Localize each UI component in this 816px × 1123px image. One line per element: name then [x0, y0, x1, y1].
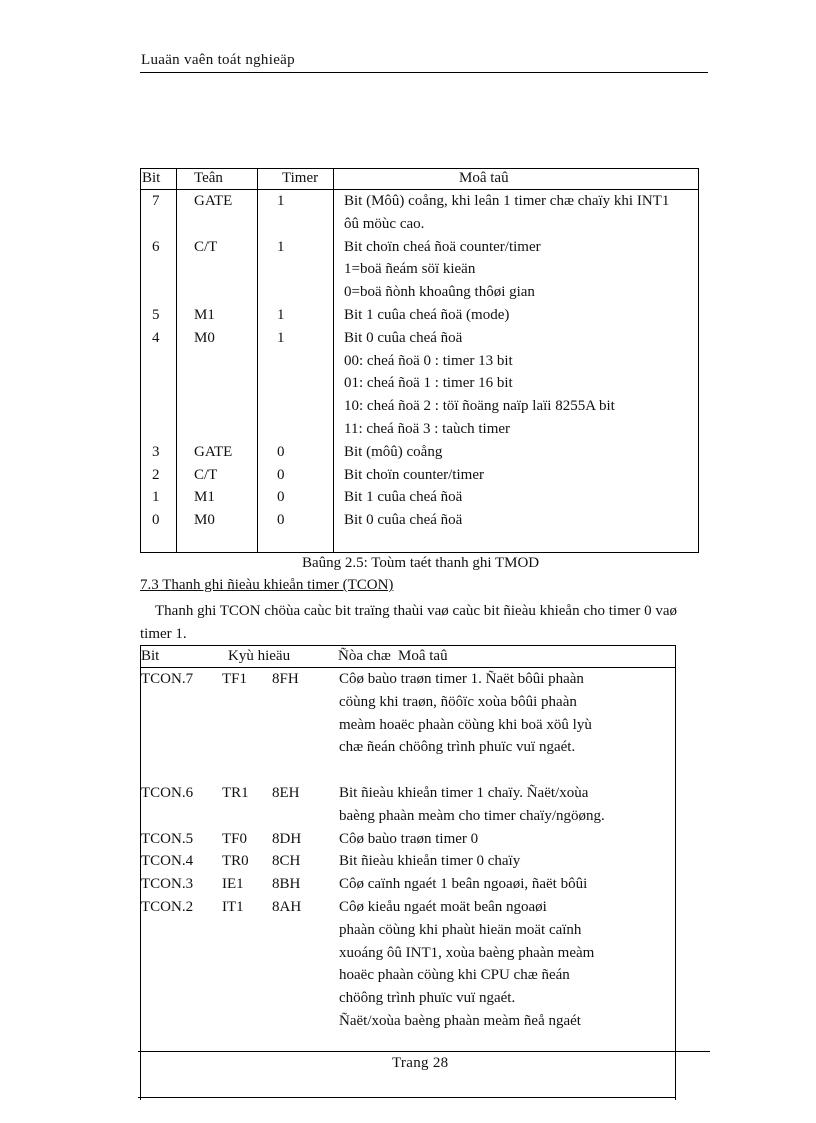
cell-bit: 2 [152, 466, 160, 483]
table-row [140, 691, 676, 714]
table-row [140, 1010, 676, 1033]
cell-bit: TCON.6 [141, 785, 194, 801]
cell-name: GATE [194, 443, 233, 460]
table-caption: Baûng 2.5: Toùm taét thanh ghi TMOD [302, 555, 540, 571]
cell-description: cöùng khi traøn, ñöôïc xoùa bôûi phaàn [339, 693, 577, 710]
table-row [140, 509, 699, 532]
table-row [140, 805, 676, 828]
table-row [140, 486, 699, 509]
cell-description: phaàn cöùng khi phaùt hieän moät caïnh [339, 921, 582, 938]
cell-timer: 0 [277, 512, 285, 529]
page-footer: Trang 28 [392, 1055, 449, 1071]
cell-description: meàm hoaëc phaàn cöùng khi boä xöû lyù [339, 716, 592, 733]
cell-address: 8AH [272, 899, 302, 915]
cell-name: M1 [194, 489, 215, 506]
cell-symbol: IE1 [222, 876, 244, 893]
cell-bit: 1 [152, 489, 160, 506]
table-row [140, 236, 699, 259]
table-row [140, 714, 676, 737]
table-row [140, 258, 699, 281]
table-row [140, 759, 676, 782]
table-row [140, 213, 699, 236]
table-row [140, 964, 676, 987]
cell-symbol: TR1 [222, 785, 249, 801]
cell-description: Ñaët/xoùa baèng phaàn meàm ñeå ngaét [339, 1013, 581, 1029]
table-row [140, 190, 699, 213]
cell-bit: 5 [152, 307, 160, 323]
table-row [140, 782, 676, 805]
cell-description: Bit choïn cheá ñoä counter/timer [344, 238, 541, 255]
cell-symbol: TR0 [222, 853, 249, 870]
cell-description: chæ ñeán chöông trình phuïc vuï ngaét. [339, 739, 576, 756]
cell-bit: 3 [152, 443, 160, 460]
cell-description: chöông trình phuïc vuï ngaét. [339, 990, 516, 1007]
cell-description: Bit choïn counter/timer [344, 466, 484, 483]
cell-bit: TCON.5 [141, 830, 194, 847]
cell-description: Bit (môû) coång [344, 443, 443, 460]
cell-description: Bit (Môû) coång, khi leân 1 timer chæ chaïy khi INT1 [344, 193, 670, 209]
bottom-rule [138, 1097, 676, 1098]
cell-name: M0 [194, 329, 215, 346]
table-row [140, 668, 676, 691]
table-row [140, 828, 676, 851]
cell-address: 8CH [272, 853, 301, 870]
table-row [140, 464, 699, 487]
table-row [140, 350, 699, 373]
cell-name: C/T [194, 466, 218, 483]
table-row [140, 418, 699, 441]
cell-description: 11: cheá ñoä 3 : taùch timer [344, 421, 511, 437]
cell-description: Bit 1 cuûa cheá ñoä (mode) [344, 307, 510, 323]
cell-description: 0=boä ñònh khoaûng thôøi gian [344, 284, 535, 301]
cell-description: Bit 0 cuûa cheá ñoä [344, 329, 463, 346]
cell-timer: 0 [277, 443, 285, 460]
table-row [140, 919, 676, 942]
cell-timer: 1 [277, 193, 285, 209]
table-row [140, 395, 699, 418]
col-header-bit: Bit [141, 648, 160, 664]
cell-description: Bit ñieàu khieån timer 1 chaïy. Ñaët/xoùa [339, 785, 589, 801]
cell-description: Côø baùo traøn timer 1. Ñaët bôûi phaàn [339, 671, 584, 687]
col-header-description: Moâ taû [398, 648, 448, 664]
page-header: Luaän vaên toát nghieäp [141, 52, 295, 68]
table-row [140, 327, 699, 350]
cell-description: hoaëc phaàn cöùng khi CPU chæ ñeán [339, 967, 570, 984]
table-row [140, 942, 676, 965]
table-row [140, 281, 699, 304]
cell-description: Côø caïnh ngaét 1 beân ngoaøi, ñaët bôûi [339, 876, 588, 893]
cell-description: Bit 0 cuûa cheá ñoä [344, 512, 463, 529]
cell-description: 10: cheá ñoä 2 : töï ñoäng naïp laïi 8255A bit [344, 398, 615, 415]
table-row [140, 736, 676, 759]
cell-timer: 0 [277, 466, 285, 483]
cell-name: C/T [194, 238, 218, 255]
cell-description: Bit 1 cuûa cheá ñoä [344, 489, 463, 506]
table-row [140, 441, 699, 464]
cell-description: xuoáng ôû INT1, xoùa baèng phaàn meàm [339, 944, 595, 961]
tcon-table [140, 645, 676, 1100]
cell-address: 8DH [272, 830, 302, 847]
tmod-table [140, 168, 699, 553]
cell-description: Côø kieåu ngaét moät beân ngoaøi [339, 899, 547, 915]
cell-address: 8FH [272, 671, 299, 687]
table-row [140, 873, 676, 896]
cell-name: M0 [194, 512, 215, 529]
cell-bit: TCON.4 [141, 853, 194, 870]
cell-address: 8BH [272, 876, 301, 893]
cell-bit: TCON.3 [141, 876, 194, 893]
col-header-bit: Bit [142, 170, 161, 186]
table-row [140, 987, 676, 1010]
cell-timer: 1 [277, 329, 285, 346]
table-row [140, 896, 676, 919]
cell-description: baèng phaàn meàm cho timer chaïy/ngöøng. [339, 807, 605, 824]
cell-description: Côø baùo traøn timer 0 [339, 830, 479, 847]
cell-description: 1=boä ñeám söï kieän [344, 261, 476, 278]
cell-bit: TCON.2 [141, 899, 194, 915]
cell-bit: 6 [152, 238, 160, 255]
col-header-symbol: Kyù hieäu [228, 648, 291, 664]
cell-name: M1 [194, 307, 215, 323]
cell-description: Bit ñieàu khieån timer 0 chaïy [339, 853, 521, 870]
cell-address: 8EH [272, 785, 300, 801]
col-header-address: Ñòa chæ [338, 648, 391, 664]
table-row [140, 372, 699, 395]
cell-timer: 0 [277, 489, 285, 506]
cell-bit: 0 [152, 512, 160, 529]
cell-name: GATE [194, 193, 233, 209]
cell-timer: 1 [277, 307, 285, 323]
cell-bit: 4 [152, 329, 160, 346]
section-heading: 7.3 Thanh ghi ñieàu khieån timer (TCON) [140, 577, 394, 593]
col-header-timer: Timer [282, 170, 319, 186]
cell-description: 00: cheá ñoä 0 : timer 13 bit [344, 352, 513, 369]
cell-description: ôû möùc cao. [344, 215, 425, 232]
table-row [140, 850, 676, 873]
header-rule [140, 72, 708, 73]
section-paragraph-text: Thanh ghi TCON chöùa caùc bit traïng thaùi vaø caùc bit ñieàu khieån cho timer 0 vaø timer 1. [140, 603, 678, 642]
footer-rule [138, 1051, 710, 1052]
cell-bit: 7 [152, 193, 160, 209]
section-paragraph [140, 600, 700, 646]
cell-timer: 1 [277, 238, 285, 255]
table-row [140, 304, 699, 327]
col-header-description: Moâ taû [459, 170, 509, 186]
cell-symbol: TF1 [222, 671, 248, 687]
cell-bit: TCON.7 [141, 671, 194, 687]
col-header-name: Teân [194, 170, 223, 186]
cell-description: 01: cheá ñoä 1 : timer 16 bit [344, 375, 513, 392]
cell-symbol: IT1 [222, 899, 244, 915]
cell-symbol: TF0 [222, 830, 248, 847]
